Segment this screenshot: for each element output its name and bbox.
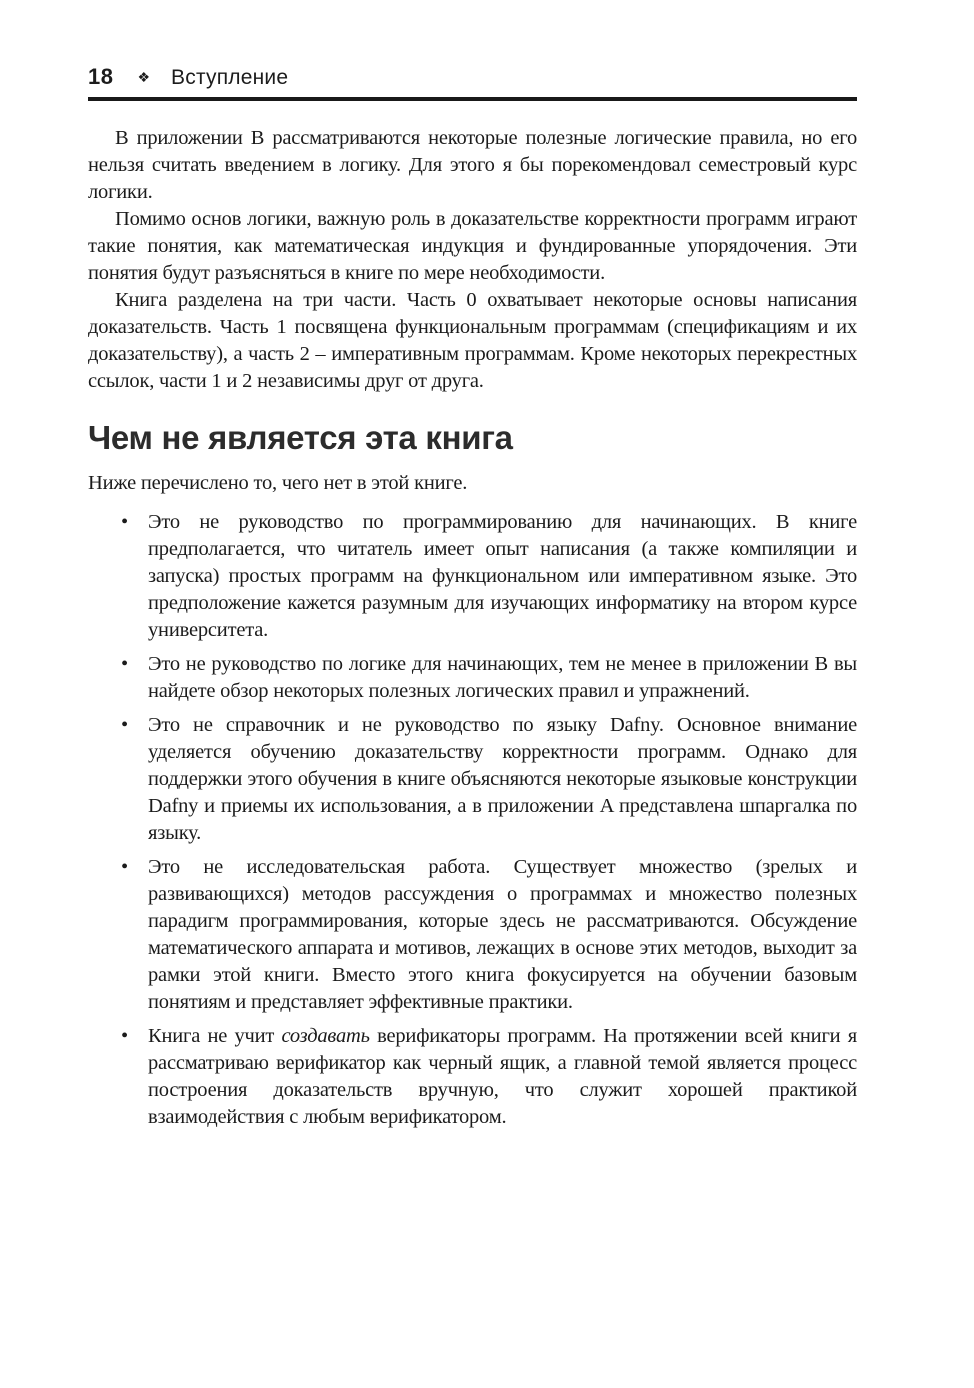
list-item [88, 854, 857, 1016]
list-item-text: верификаторы программ. На протяжении всей книги я рассматриваю верификатор как черный ящик, а главной темой является процесс построения доказательств вручную, что служит хорошей практикой взаимодействия с любым верификатором. [148, 1025, 857, 1128]
bullet-icon: • [121, 653, 129, 675]
bullet-icon: • [121, 714, 129, 736]
list-item [88, 1023, 857, 1131]
list-item-text: Это не руководство по программированию для начинающих. В книге предполагается, что читатель имеет опыт написания (а также компиляции и запуска) простых программ на функциональном или императивном языке. Это предположение кажется разумным для изучающих информатику на втором курсе университета. [148, 511, 857, 641]
bullet-icon: • [121, 856, 129, 878]
running-title: Вступление [171, 66, 289, 89]
diamond-separator-icon: ❖ [137, 69, 151, 85]
header-rule [88, 97, 857, 101]
list-item-text: Книга не учит [148, 1025, 282, 1047]
bullet-icon: • [121, 1025, 129, 1047]
running-header [88, 64, 857, 90]
paragraph: Помимо основ логики, важную роль в доказательстве корректности программ играют такие понятия, как математическая индукция и фундированные упорядочения. Эти понятия будут разъясняться в книге по мере необходимости. [88, 208, 857, 284]
section-lead: Ниже перечислено то, чего нет в этой книге. [88, 472, 468, 494]
list-item [88, 509, 857, 644]
list-item [88, 651, 857, 705]
list-item-text: Это не справочник и не руководство по языку Dafny. Основное внимание уделяется обучению доказательству корректности программ. Однако для поддержки этого обучения в книге объясняются некоторые языковые конструкции Dafny и приемы их использования, а в приложении A представлена шпаргалка по языку. [148, 714, 857, 844]
list-item-text: Это не исследовательская работа. Существует множество (зрелых и развивающихся) методов рассуждения о программах и множество полезных парадигм программирования, которые здесь не рассматриваются. Обсуждение математического аппарата и мотивов, лежащих в основе этих методов, выходит за рамки этой книги. Вместо этого книга фокусируется на обучении базовым понятиям и представляет эффективные практики. [148, 856, 857, 1013]
bullet-icon: • [121, 511, 129, 533]
section-heading: Чем не является эта книга [88, 419, 513, 456]
not-this-book-list [88, 509, 857, 1131]
list-item-italic-text: создавать [281, 1025, 370, 1047]
paragraph: В приложении B рассматриваются некоторые полезные логические правила, но его нельзя считать введением в логику. Для этого я бы порекомендовал семестровый курс логики. [88, 127, 857, 203]
paragraph: Книга разделена на три части. Часть 0 охватывает некоторые основы написания доказательств. Часть 1 посвящена функциональным программам (спецификациям и их доказательству), а часть 2 – императивным программам. Кроме некоторых перекрестных ссылок, части 1 и 2 независимы друг от друга. [88, 289, 857, 392]
intro-paragraphs [88, 125, 857, 395]
list-item-text: Это не руководство по логике для начинающих, тем не менее в приложении B вы найдете обзор некоторых полезных логических правил и упражнений. [148, 653, 857, 702]
page-number: 18 [88, 64, 114, 89]
list-item [88, 712, 857, 847]
